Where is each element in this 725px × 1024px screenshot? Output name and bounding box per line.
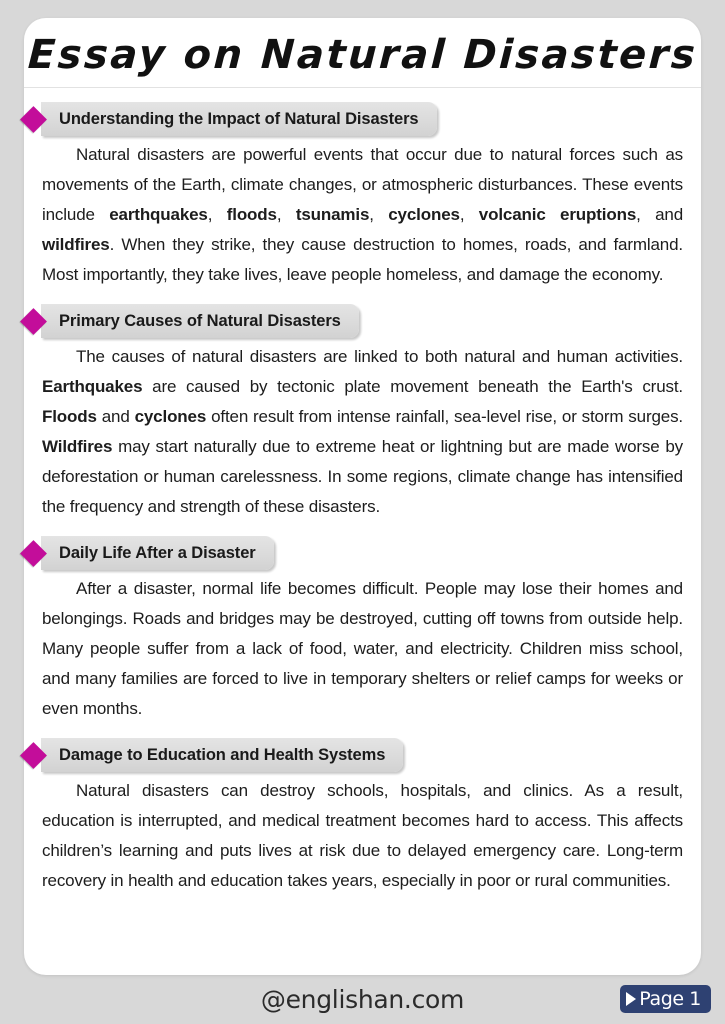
section-heading-label-1: Understanding the Impact of Natural Disasters <box>41 102 437 136</box>
document-body <box>24 102 701 896</box>
section-paragraph-1: Natural disasters are powerful events that occur due to natural forces such as movements of the Earth, climate changes, or atmospheric disturbances. These events include earthquakes, floods, tsunamis, cyclones, volcanic eruptions, and wildfires. When they strike, they cause destruction to homes, roads, and farmland. Most importantly, they take lives, leave people homeless, and damage the economy. <box>42 145 684 284</box>
section-heading-label-3: Daily Life After a Disaster <box>41 536 274 570</box>
page-number-badge <box>620 985 711 1013</box>
section-heading-2 <box>18 304 683 338</box>
section-heading-3 <box>18 536 683 570</box>
title-zone <box>24 18 701 88</box>
section-heading-1 <box>18 102 683 136</box>
section-paragraph-2: The causes of natural disasters are linked to both natural and human activities. Earthquakes are caused by tectonic plate movement beneath the Earth's crust. Floods and cyclones often result from intense rainfall, sea-level rise, or storm surges. Wildfires may start naturally due to extreme heat or lightning but are made worse by deforestation or human carelessness. In some regions, climate change has intensified the frequency and strength of these disasters. <box>42 347 683 516</box>
section-paragraph-4: Natural disasters can destroy schools, hospitals, and clinics. As a result, education is interrupted, and medical treatment becomes hard to access. This affects children’s learning and puts lives at risk due to delayed emergency care. Long-term recovery in health and education takes years, especially in poor or rural communities. <box>42 781 683 890</box>
page-footer <box>0 975 725 1024</box>
document-page-card <box>24 18 701 975</box>
page-number-label: Page 1 <box>639 988 701 1010</box>
play-arrow-icon <box>626 992 636 1006</box>
section-paragraph-3: After a disaster, normal life becomes difficult. People may lose their homes and belongings. Roads and bridges may be destroyed, cutting off towns from outside help. Many people suffer from a lack of food, water, and electricity. Children miss school, and many families are forced to live in temporary shelters or relief camps for weeks or even months. <box>42 579 683 718</box>
site-credit: @englishan.com <box>260 985 465 1014</box>
section-heading-label-2: Primary Causes of Natural Disasters <box>41 304 359 338</box>
section-heading-4 <box>18 738 683 772</box>
section-heading-label-4: Damage to Education and Health Systems <box>41 738 403 772</box>
page-title: Essay on Natural Disasters <box>26 31 699 78</box>
